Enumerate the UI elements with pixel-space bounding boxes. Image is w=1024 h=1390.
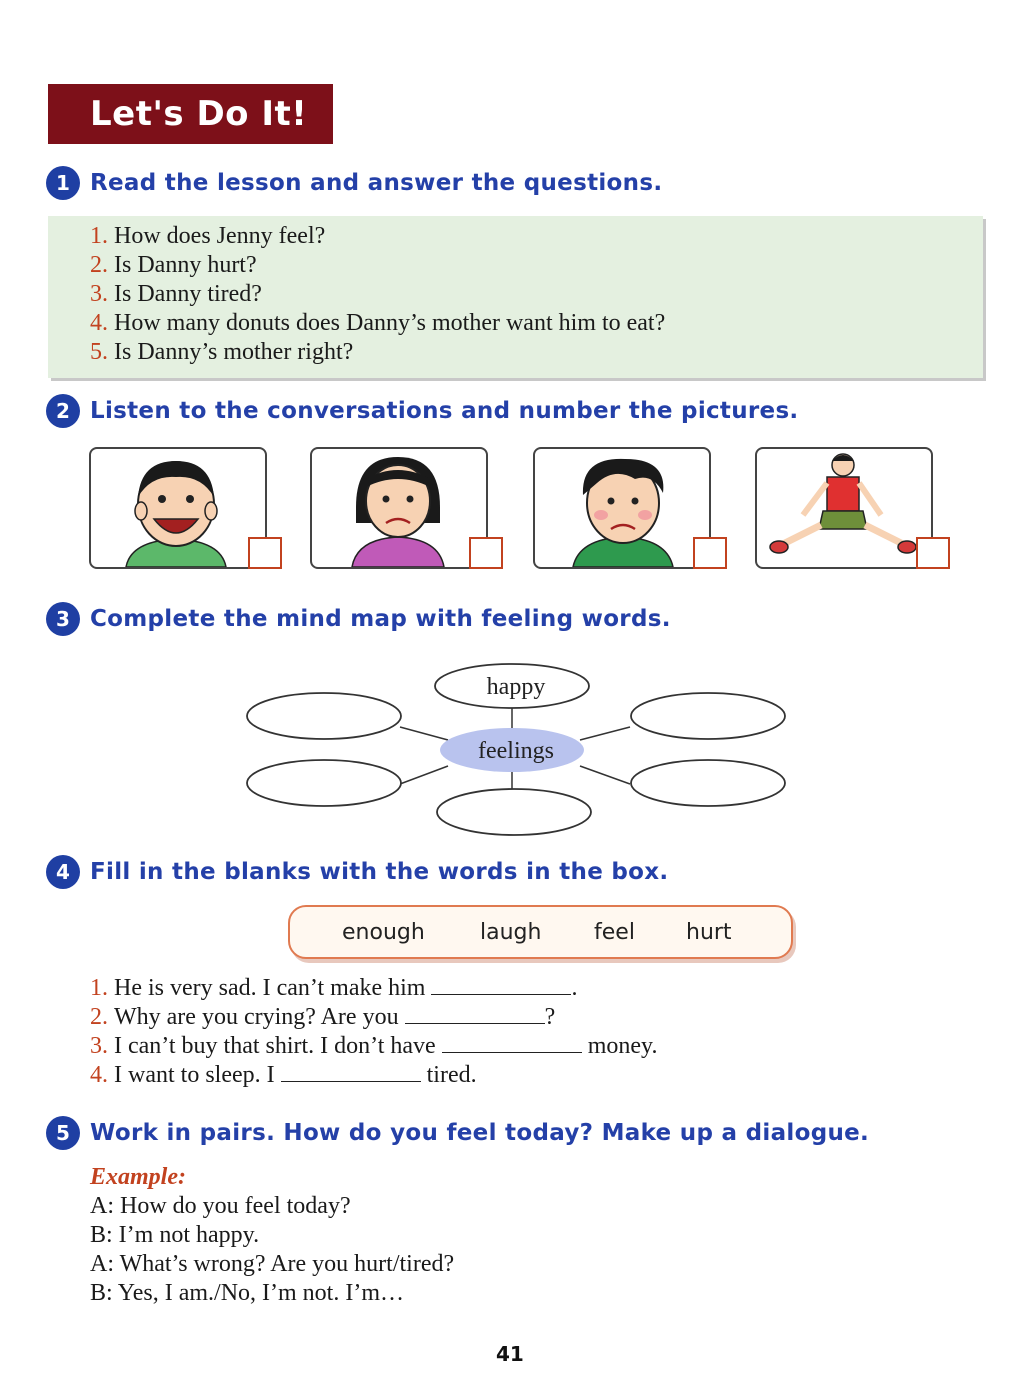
section-heading-text: Fill in the blanks with the words in the box. [90,859,669,885]
fill-item [90,1032,657,1061]
example-label: Example: [90,1164,186,1190]
question-item [90,222,665,251]
section-heading-text: Complete the mind map with feeling words. [90,606,671,632]
dialogue-line: B: Yes, I am./No, I’m not. I’m… [90,1280,404,1306]
dialogue-line: A: How do you feel today? [90,1193,351,1219]
section-number: 2 [46,394,80,428]
fill-text-before: He is very sad. I can’t make him [114,975,426,1001]
question-text: How many donuts does Danny’s mother want him to eat? [114,310,666,336]
fill-text-after: tired. [426,1062,477,1088]
mind-map-top-label: happy [486,674,546,700]
picture-frame-1 [89,447,267,569]
questions-list [90,222,665,367]
word-box-item: laugh [480,920,542,945]
fill-text-after: . [571,975,578,1001]
question-text: Is Danny tired? [114,281,262,307]
section-1-heading [46,166,662,200]
section-heading-text: Work in pairs. How do you feel today? Make up a dialogue. [90,1120,870,1146]
fill-item [90,1061,657,1090]
section-number: 4 [46,855,80,889]
section-3-heading [46,602,671,636]
question-number: 4. [90,310,108,336]
fill-number: 1. [90,975,108,1001]
picture-frame-3 [533,447,711,569]
fill-blanks-list [90,974,657,1090]
picture-frame-4 [755,447,933,569]
section-2-heading [46,394,798,428]
fill-number: 2. [90,1004,108,1030]
fill-text-after: money. [587,1033,658,1059]
section-number: 1 [46,166,80,200]
section-heading-text: Read the lesson and answer the questions. [90,170,663,196]
question-number: 3. [90,281,108,307]
fill-blank[interactable] [405,1003,545,1024]
sad-girl-face-icon [312,449,486,567]
dialogue-line: B: I’m not happy. [90,1222,260,1248]
fill-text-before: I want to sleep. I [114,1062,275,1088]
mind-map-blank-node[interactable] [247,693,401,739]
answer-box-2[interactable] [469,537,503,569]
question-item [90,309,665,338]
section-number: 3 [46,602,80,636]
fill-item [90,974,657,1003]
question-item [90,338,665,367]
section-4-heading [46,855,668,889]
question-number: 1. [90,223,108,249]
example-dialogue [90,1163,454,1308]
question-number: 5. [90,339,108,365]
fill-text-after: ? [544,1004,556,1030]
fill-text-before: I can’t buy that shirt. I don’t have [114,1033,436,1059]
mind-map-blank-node[interactable] [631,693,785,739]
word-box-item: feel [594,920,635,945]
dialogue-line: A: What’s wrong? Are you hurt/tired? [90,1251,455,1277]
page-title: Let's Do It! [48,84,333,144]
question-number: 2. [90,252,108,278]
answer-box-1[interactable] [248,537,282,569]
fill-item [90,1003,657,1032]
mind-map-blank-node[interactable] [631,760,785,806]
word-box [288,905,793,959]
happy-boy-face-icon [91,449,265,567]
fill-text-before: Why are you crying? Are you [114,1004,399,1030]
word-box-item: enough [342,920,425,945]
mind-map-center-label: feelings [478,738,554,764]
mind-map-blank-node[interactable] [437,789,591,835]
section-5-heading [46,1116,869,1150]
question-text: Is Danny’s mother right? [114,339,354,365]
section-heading-text: Listen to the conversations and number the pictures. [90,398,799,424]
section-number: 5 [46,1116,80,1150]
question-item [90,251,665,280]
answer-box-4[interactable] [916,537,950,569]
page-number: 41 [496,1342,524,1366]
question-text: Is Danny hurt? [114,252,257,278]
picture-frame-2 [310,447,488,569]
question-text: How does Jenny feel? [114,223,326,249]
fill-number: 4. [90,1062,108,1088]
word-box-item: hurt [686,920,732,945]
mind-map [240,660,792,840]
question-item [90,280,665,309]
fill-blank[interactable] [442,1032,582,1053]
fill-blank[interactable] [281,1061,421,1082]
mind-map-blank-node[interactable] [247,760,401,806]
hurt-boy-sitting-icon [757,449,931,567]
fill-number: 3. [90,1033,108,1059]
answer-box-3[interactable] [693,537,727,569]
sad-boy-face-icon [535,449,709,567]
fill-blank[interactable] [431,974,571,995]
